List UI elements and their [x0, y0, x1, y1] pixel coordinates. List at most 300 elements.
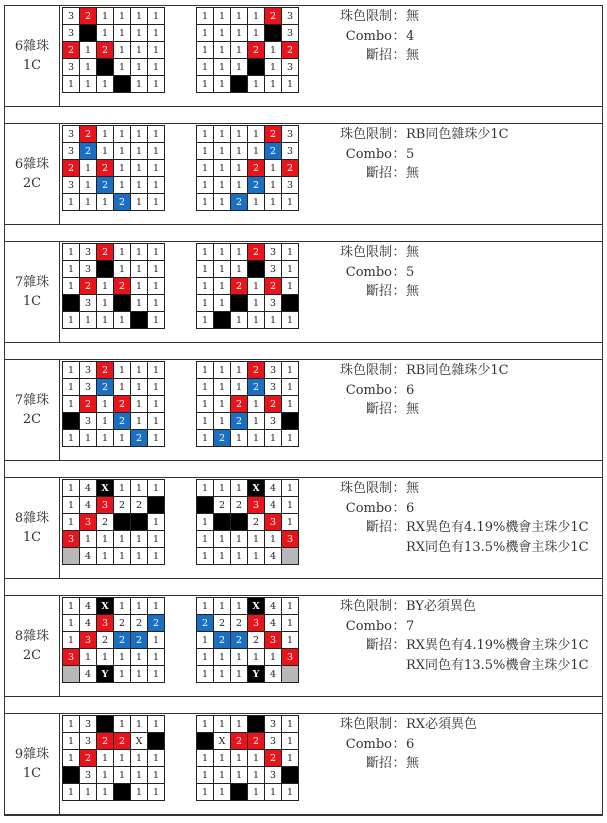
- gray-orb-cell: [282, 666, 299, 683]
- orb-cell: 2: [131, 615, 148, 632]
- orb-cell: 1: [114, 716, 131, 733]
- red-orb-cell: 2: [248, 362, 265, 379]
- orb-cell: 1: [114, 244, 131, 261]
- section-label: [5, 6, 60, 106]
- orb-cell: 1: [131, 531, 148, 548]
- orb-cell: 1: [131, 177, 148, 194]
- section-label: [5, 714, 60, 814]
- orb-cell: 1: [63, 244, 80, 261]
- orb-cell: 3: [282, 8, 299, 25]
- orb-cell: 1: [63, 598, 80, 615]
- blue-orb-cell: 2: [114, 413, 131, 430]
- grid-row: [63, 430, 165, 447]
- grid-row: [197, 295, 299, 312]
- orb-cell: 1: [231, 42, 248, 59]
- orb-cell: 2: [248, 514, 265, 531]
- black-orb-cell: [197, 497, 214, 514]
- orb-cell: 1: [97, 143, 114, 160]
- orb-cell: 1: [248, 750, 265, 767]
- orb-cell: 1: [97, 25, 114, 42]
- orb-cell: 1: [248, 413, 265, 430]
- orb-cell: 1: [248, 143, 265, 160]
- section-info: [324, 361, 509, 420]
- orb-cell: 1: [248, 126, 265, 143]
- orb-cell: 1: [148, 430, 165, 447]
- orb-cell: 1: [148, 480, 165, 497]
- red-orb-cell: 3: [97, 615, 114, 632]
- red-orb-cell: 2: [80, 8, 97, 25]
- orb-cell: 1: [214, 598, 231, 615]
- orb-cell: 1: [214, 750, 231, 767]
- black-orb-cell: [131, 514, 148, 531]
- color-limit-value: 無: [406, 245, 420, 260]
- orb-cell: 1: [63, 480, 80, 497]
- red-orb-cell: 2: [63, 160, 80, 177]
- red-orb-cell: 3: [265, 514, 282, 531]
- grid-row: [197, 278, 299, 295]
- grid-row: [63, 666, 165, 683]
- orb-cell: 1: [148, 25, 165, 42]
- orb-cell: 1: [97, 767, 114, 784]
- orb-cell: 1: [282, 632, 299, 649]
- orb-cell: 1: [214, 548, 231, 565]
- right-board-grid: [196, 361, 299, 447]
- orb-cell: 1: [80, 784, 97, 801]
- right-board-grid: [196, 243, 299, 329]
- break-move-value: 無: [406, 402, 420, 417]
- orb-cell: 2: [231, 497, 248, 514]
- orb-cell: X: [214, 733, 231, 750]
- break-move-row: [324, 46, 419, 66]
- break-move-key: 斷招: [365, 638, 392, 653]
- orb-cell: 1: [197, 784, 214, 801]
- orb-cell: 1: [197, 750, 214, 767]
- orb-cell: 3: [80, 733, 97, 750]
- section-label: [5, 360, 60, 460]
- orb-cell: 1: [282, 615, 299, 632]
- color-limit-row: [324, 597, 589, 617]
- orb-cell: 1: [231, 143, 248, 160]
- orb-cell: 1: [114, 25, 131, 42]
- orb-cell: 1: [131, 76, 148, 93]
- orb-cell: 1: [97, 126, 114, 143]
- combo-section: [5, 124, 602, 225]
- orb-cell: 1: [63, 716, 80, 733]
- orb-cell: 1: [97, 76, 114, 93]
- red-orb-cell: 2: [97, 42, 114, 59]
- orb-cell: 1: [282, 497, 299, 514]
- black-orb-cell: [231, 784, 248, 801]
- section-label-line: 9雜珠: [14, 747, 50, 762]
- black-orb-cell: [265, 25, 282, 42]
- red-orb-cell: 2: [231, 278, 248, 295]
- orb-cell: 1: [131, 548, 148, 565]
- orb-cell: 1: [80, 194, 97, 211]
- orb-cell: 1: [63, 750, 80, 767]
- orb-cell: 1: [148, 59, 165, 76]
- black-orb-cell: [63, 413, 80, 430]
- orb-cell: 1: [97, 295, 114, 312]
- black-orb-cell: [148, 497, 165, 514]
- orb-cell: 1: [197, 396, 214, 413]
- orb-cell: 4: [265, 480, 282, 497]
- orb-cell: 1: [114, 750, 131, 767]
- orb-cell: 1: [231, 598, 248, 615]
- grid-row: [197, 598, 299, 615]
- orb-cell: 1: [197, 548, 214, 565]
- orb-cell: 4: [80, 666, 97, 683]
- orb-cell: 1: [265, 649, 282, 666]
- orb-cell: 1: [131, 295, 148, 312]
- grid-row: [63, 362, 165, 379]
- orb-cell: 4: [80, 480, 97, 497]
- colon-separator: ：: [392, 48, 406, 63]
- grid-row: [63, 261, 165, 278]
- orb-cell: 1: [148, 160, 165, 177]
- color-limit-row: [324, 125, 509, 145]
- orb-cell: 4: [80, 598, 97, 615]
- orb-cell: 1: [265, 160, 282, 177]
- orb-cell: 1: [80, 430, 97, 447]
- orb-cell: 1: [265, 177, 282, 194]
- orb-cell: 1: [214, 143, 231, 160]
- grid-row: [197, 497, 299, 514]
- blue-orb-cell: 2: [97, 177, 114, 194]
- orb-cell: 1: [197, 126, 214, 143]
- section-info: [324, 7, 419, 66]
- orb-cell: 1: [148, 379, 165, 396]
- orb-cell: 1: [248, 767, 265, 784]
- black-orb-cell: [97, 261, 114, 278]
- orb-cell: 1: [97, 784, 114, 801]
- right-board-grid: [196, 597, 299, 683]
- red-orb-cell: 2: [265, 278, 282, 295]
- blue-orb-cell: 2: [97, 379, 114, 396]
- orb-cell: 1: [214, 767, 231, 784]
- orb-cell: 1: [148, 244, 165, 261]
- combo-count-key: Combo: [345, 618, 392, 634]
- red-orb-cell: 2: [114, 396, 131, 413]
- orb-cell: 1: [63, 312, 80, 329]
- break-move-row-continued: [324, 656, 589, 676]
- gray-orb-cell: [282, 548, 299, 565]
- right-board-grid: [196, 479, 299, 565]
- grid-row: [197, 632, 299, 649]
- orb-cell: 1: [148, 514, 165, 531]
- black-orb-cell: X: [248, 598, 265, 615]
- orb-cell: 1: [97, 430, 114, 447]
- break-move-key: 斷招: [365, 166, 392, 181]
- orb-cell: 2: [97, 514, 114, 531]
- red-orb-cell: 2: [248, 244, 265, 261]
- black-orb-cell: [63, 767, 80, 784]
- orb-cell: 1: [63, 430, 80, 447]
- orb-cell: 3: [80, 767, 97, 784]
- break-move-value: RX異色有4.19%機會主珠少1C: [406, 638, 589, 653]
- break-move-value: RX異色有4.19%機會主珠少1C: [406, 520, 589, 535]
- orb-cell: 1: [282, 396, 299, 413]
- blue-orb-cell: 2: [148, 615, 165, 632]
- red-orb-cell: 2: [248, 160, 265, 177]
- orb-cell: 1: [248, 430, 265, 447]
- section-label: [5, 124, 60, 224]
- orb-cell: 1: [131, 666, 148, 683]
- red-orb-cell: 2: [282, 160, 299, 177]
- orb-cell: 3: [80, 244, 97, 261]
- section-label-line: 8雜珠: [14, 511, 50, 526]
- orb-cell: 1: [114, 177, 131, 194]
- grid-row: [63, 177, 165, 194]
- black-orb-cell: [282, 295, 299, 312]
- red-orb-cell: 2: [114, 733, 131, 750]
- black-orb-cell: [248, 59, 265, 76]
- orb-cell: 1: [131, 42, 148, 59]
- orb-cell: 1: [131, 480, 148, 497]
- orb-cell: 3: [63, 59, 80, 76]
- grid-row: [63, 767, 165, 784]
- orb-cell: 3: [282, 143, 299, 160]
- combo-count-key: Combo: [345, 736, 392, 752]
- orb-cell: 1: [80, 177, 97, 194]
- orb-cell: 1: [214, 666, 231, 683]
- left-board-grid: [62, 125, 165, 211]
- color-limit-key: 珠色限制: [339, 717, 392, 732]
- grid-row: [197, 784, 299, 801]
- orb-cell: 1: [114, 666, 131, 683]
- section-label-line: 1C: [22, 766, 42, 781]
- orb-cell: 3: [265, 716, 282, 733]
- grid-row: [197, 76, 299, 93]
- red-orb-cell: 2: [231, 396, 248, 413]
- combo-count-row: [324, 145, 509, 165]
- orb-cell: 1: [131, 767, 148, 784]
- colon-separator: ：: [392, 599, 406, 614]
- red-orb-cell: 2: [63, 42, 80, 59]
- color-limit-value: BY必須異色: [406, 599, 476, 614]
- orb-cell: 3: [80, 413, 97, 430]
- section-label-line: 2C: [22, 176, 42, 191]
- colon-separator: ：: [392, 736, 406, 752]
- orb-cell: 1: [248, 649, 265, 666]
- left-board-grid: [62, 715, 165, 801]
- orb-cell: 1: [114, 480, 131, 497]
- orb-cell: 1: [131, 160, 148, 177]
- combo-count-value: 6: [406, 736, 415, 752]
- orb-cell: 1: [63, 194, 80, 211]
- orb-cell: 1: [148, 649, 165, 666]
- orb-cell: 1: [282, 716, 299, 733]
- orb-cell: 1: [197, 632, 214, 649]
- blue-orb-cell: 2: [114, 194, 131, 211]
- orb-cell: 3: [265, 295, 282, 312]
- orb-cell: 3: [63, 177, 80, 194]
- orb-cell: 1: [131, 25, 148, 42]
- combo-count-row: [324, 263, 419, 283]
- red-orb-cell: 3: [80, 632, 97, 649]
- orb-cell: 1: [197, 649, 214, 666]
- orb-cell: 1: [131, 784, 148, 801]
- orb-cell: 1: [231, 177, 248, 194]
- orb-cell: 1: [80, 312, 97, 329]
- orb-cell: 1: [214, 716, 231, 733]
- section-info: [324, 715, 477, 774]
- grid-row: [63, 143, 165, 160]
- black-orb-cell: [214, 312, 231, 329]
- orb-cell: 1: [282, 362, 299, 379]
- break-move-key: 斷招: [365, 48, 392, 63]
- orb-cell: 3: [80, 295, 97, 312]
- combo-count-key: Combo: [345, 28, 392, 44]
- combo-section: [5, 6, 602, 107]
- break-move-row: [324, 400, 509, 420]
- grid-row: [63, 548, 165, 565]
- break-move-value: 無: [406, 284, 420, 299]
- orb-cell: 1: [114, 42, 131, 59]
- colon-separator: ：: [392, 284, 406, 299]
- orb-cell: 3: [282, 126, 299, 143]
- orb-cell: 2: [114, 615, 131, 632]
- orb-cell: 1: [114, 59, 131, 76]
- black-orb-cell: [114, 784, 131, 801]
- combo-count-key: Combo: [345, 382, 392, 398]
- orb-cell: 1: [231, 430, 248, 447]
- grid-row: [63, 514, 165, 531]
- orb-cell: 1: [214, 362, 231, 379]
- orb-cell: 1: [80, 76, 97, 93]
- orb-cell: 1: [248, 548, 265, 565]
- orb-cell: 1: [80, 160, 97, 177]
- orb-cell: 1: [214, 784, 231, 801]
- orb-cell: 1: [148, 548, 165, 565]
- orb-cell: 1: [265, 194, 282, 211]
- grid-row: [197, 194, 299, 211]
- red-orb-cell: 3: [282, 649, 299, 666]
- grid-row: [63, 615, 165, 632]
- section-info: [324, 243, 419, 302]
- grid-row: [197, 767, 299, 784]
- orb-cell: 1: [231, 362, 248, 379]
- orb-cell: 1: [148, 666, 165, 683]
- orb-cell: 1: [265, 76, 282, 93]
- color-limit-key: 珠色限制: [339, 127, 392, 142]
- orb-cell: 1: [114, 598, 131, 615]
- grid-row: [63, 25, 165, 42]
- gray-orb-cell: [63, 548, 80, 565]
- break-move-value: 無: [406, 166, 420, 181]
- orb-cell: 4: [265, 666, 282, 683]
- break-move-row: [324, 636, 589, 656]
- orb-cell: 1: [214, 295, 231, 312]
- orb-cell: 1: [265, 59, 282, 76]
- grid-row: [197, 362, 299, 379]
- orb-cell: 1: [114, 362, 131, 379]
- left-board-grid: [62, 479, 165, 565]
- combo-section: [5, 714, 602, 815]
- orb-cell: 1: [114, 649, 131, 666]
- colon-separator: ：: [392, 146, 406, 162]
- left-board-grid: [62, 361, 165, 447]
- orb-cell: 1: [97, 531, 114, 548]
- combo-count-key: Combo: [345, 500, 392, 516]
- combo-count-value: 5: [406, 264, 415, 280]
- orb-cell: 1: [231, 767, 248, 784]
- combo-count-row: [324, 735, 477, 755]
- orb-cell: 1: [114, 531, 131, 548]
- orb-cell: 1: [131, 750, 148, 767]
- black-orb-cell: [97, 59, 114, 76]
- orb-cell: 4: [265, 548, 282, 565]
- black-orb-cell: X: [248, 480, 265, 497]
- orb-cell: 1: [148, 126, 165, 143]
- red-orb-cell: 2: [97, 160, 114, 177]
- orb-cell: 3: [282, 25, 299, 42]
- orb-cell: 1: [248, 278, 265, 295]
- orb-cell: 1: [197, 379, 214, 396]
- left-board-grid: [62, 243, 165, 329]
- colon-separator: ：: [392, 481, 406, 496]
- break-move-value: RX同色有13.5%機會主珠少1C: [406, 539, 589, 555]
- combo-sheet: [4, 5, 603, 816]
- colon-separator: ：: [392, 363, 406, 378]
- orb-cell: 1: [197, 413, 214, 430]
- orb-cell: 3: [80, 716, 97, 733]
- orb-cell: 1: [214, 379, 231, 396]
- grid-row: [63, 396, 165, 413]
- red-orb-cell: 3: [80, 514, 97, 531]
- section-info: [324, 479, 589, 557]
- colon-separator: ：: [392, 638, 406, 653]
- orb-cell: 1: [148, 413, 165, 430]
- orb-cell: 1: [63, 396, 80, 413]
- grid-row: [197, 177, 299, 194]
- red-orb-cell: 2: [97, 362, 114, 379]
- orb-cell: 3: [265, 362, 282, 379]
- section-label-line: 8雜珠: [14, 629, 50, 644]
- orb-cell: 1: [63, 379, 80, 396]
- colon-separator: ：: [392, 500, 406, 516]
- orb-cell: 1: [214, 480, 231, 497]
- blue-orb-cell: 2: [131, 632, 148, 649]
- orb-cell: 1: [197, 767, 214, 784]
- orb-cell: 4: [80, 615, 97, 632]
- orb-cell: 1: [63, 76, 80, 93]
- section-label-line: 7雜珠: [14, 393, 50, 408]
- orb-cell: 1: [282, 278, 299, 295]
- grid-row: [197, 615, 299, 632]
- orb-cell: 1: [148, 194, 165, 211]
- grid-row: [63, 531, 165, 548]
- grid-row: [197, 312, 299, 329]
- red-orb-cell: 2: [231, 733, 248, 750]
- red-orb-cell: 2: [282, 42, 299, 59]
- section-divider: [5, 697, 602, 714]
- section-divider: [5, 225, 602, 242]
- black-orb-cell: [114, 295, 131, 312]
- orb-cell: 3: [282, 59, 299, 76]
- colon-separator: ：: [392, 717, 406, 732]
- orb-cell: 2: [114, 497, 131, 514]
- black-orb-cell: [248, 716, 265, 733]
- grid-row: [63, 8, 165, 25]
- color-limit-key: 珠色限制: [339, 9, 392, 24]
- orb-cell: 1: [63, 261, 80, 278]
- section-label-line: 1C: [22, 294, 42, 309]
- orb-cell: 1: [231, 312, 248, 329]
- blue-orb-cell: 2: [214, 632, 231, 649]
- orb-cell: 1: [148, 143, 165, 160]
- red-orb-cell: 3: [63, 531, 80, 548]
- orb-cell: 1: [265, 784, 282, 801]
